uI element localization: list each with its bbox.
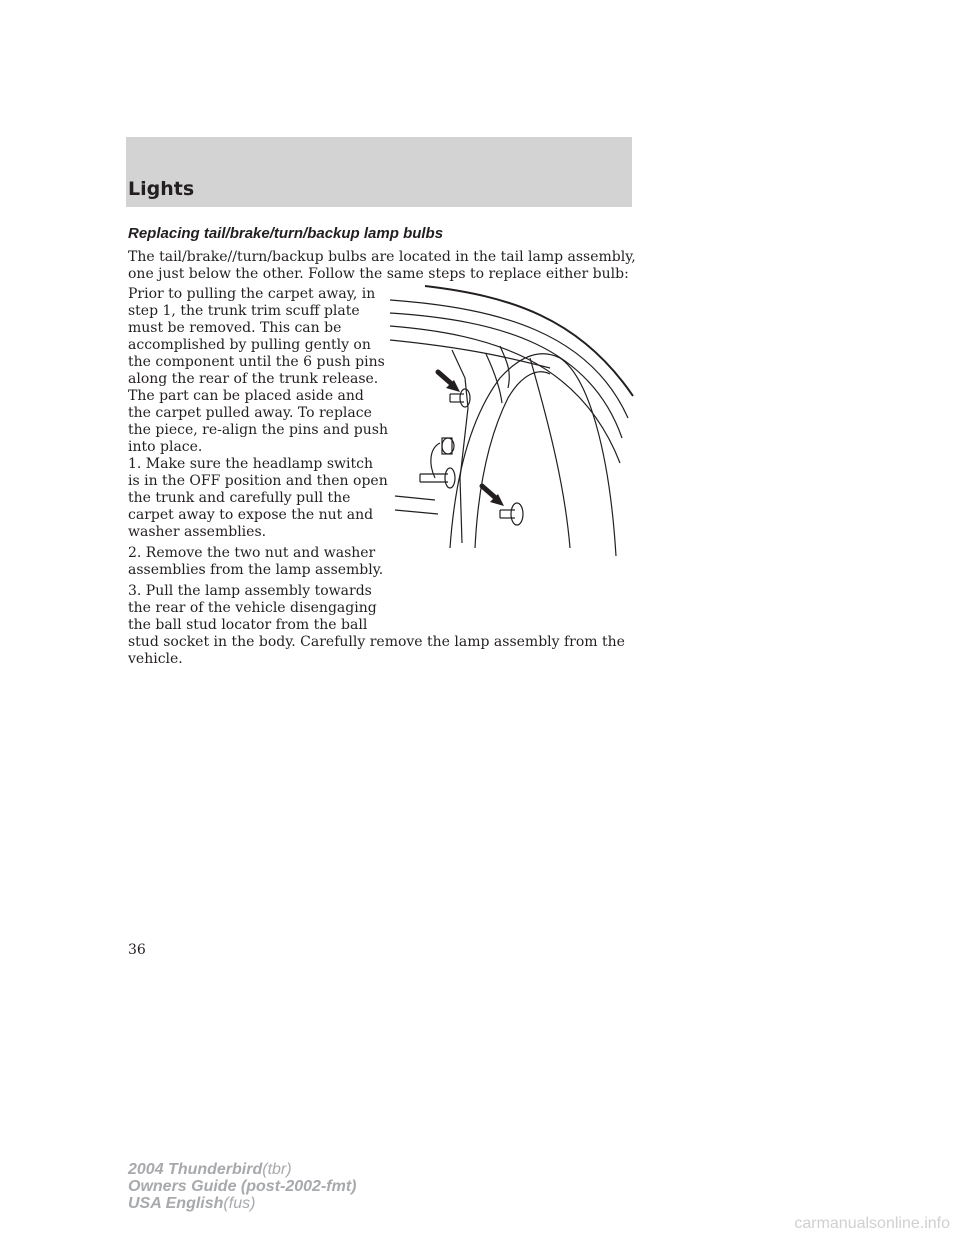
prior-paragraph: Prior to pulling the carpet away, in step 1, the trunk trim scuff plate must be removed. This can be accomplished by pulling gently on the component until the 6 push pins along the rear of the trunk release. The part can be placed aside and the carpet pulled away. To replace the piece, re-align the pins and push into place. (128, 286, 388, 455)
footer-model-code: (tbr) (262, 1161, 292, 1178)
footer-model: 2004 Thunderbird (128, 1161, 263, 1178)
subheading: Replacing tail/brake/turn/backup lamp bulbs (128, 225, 444, 242)
intro-paragraph: The tail/brake//turn/backup bulbs are located in the tail lamp assembly, one just below the other. Follow the same steps to replace either bulb: (128, 249, 636, 282)
section-title: Lights (128, 178, 195, 200)
footer-guide: Owners Guide (post-2002-fmt) (128, 1178, 357, 1195)
section-header-band (126, 137, 632, 207)
footer-language-code: (fus) (223, 1195, 256, 1212)
step-2-paragraph: 2. Remove the two nut and washer assemblies from the lamp assembly. (128, 545, 384, 578)
footer-document-info (128, 1161, 356, 1212)
watermark: carmanualsonline.info (794, 1215, 950, 1232)
step-3-paragraph: 3. Pull the lamp assembly towards the rear of the vehicle disengaging the ball stud locator from the ball (128, 583, 377, 633)
step-3-continuation: stud socket in the body. Carefully remove the lamp assembly from the vehicle. (128, 634, 625, 667)
step-1-paragraph: 1. Make sure the headlamp switch is in the OFF position and then open the trunk and carefully pull the carpet away to expose the nut and washer assemblies. (128, 456, 388, 540)
tail-lamp-illustration (390, 278, 640, 558)
footer-language: USA English (128, 1195, 224, 1212)
page-number: 36 (128, 942, 146, 958)
